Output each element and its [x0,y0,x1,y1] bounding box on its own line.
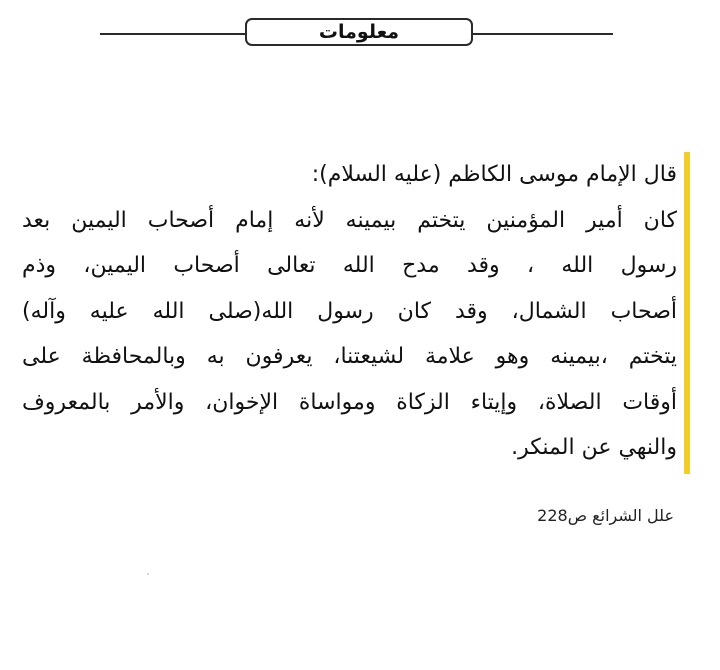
header-title: معلومات [318,20,400,43]
quote-accent-bar [684,152,690,474]
header-rule-left [100,33,245,35]
decorative-speck [147,573,149,575]
quote-line: أوقات الصلاة، وإيتاء الزكاة ومواساة الإخوان، والأمر بالمعروف [22,389,677,415]
quote-block [22,152,677,471]
header-title-box [245,18,473,46]
quote-line: كان أمير المؤمنين يتختم بيمينه لأنه إمام أصحاب اليمين بعد [22,207,677,233]
quote-line: قال الإمام موسى الكاظم (عليه السلام): [311,162,677,187]
quote-line: والنهي عن المنكر. [511,435,677,460]
quote-line: رسول الله ، وقد مدح الله تعالى أصحاب اليمين، وذم [22,253,677,278]
quote-line: يتختم ،بيمينه وهو علامة لشيعتنا، يعرفون به وبالمحافظة على [22,344,677,369]
quote-line: أصحاب الشمال، وقد كان رسول الله(صلى الله عليه وآله) [22,298,677,324]
source-citation: علل الشرائع ص228 [537,506,674,525]
header-rule-right [473,33,613,35]
